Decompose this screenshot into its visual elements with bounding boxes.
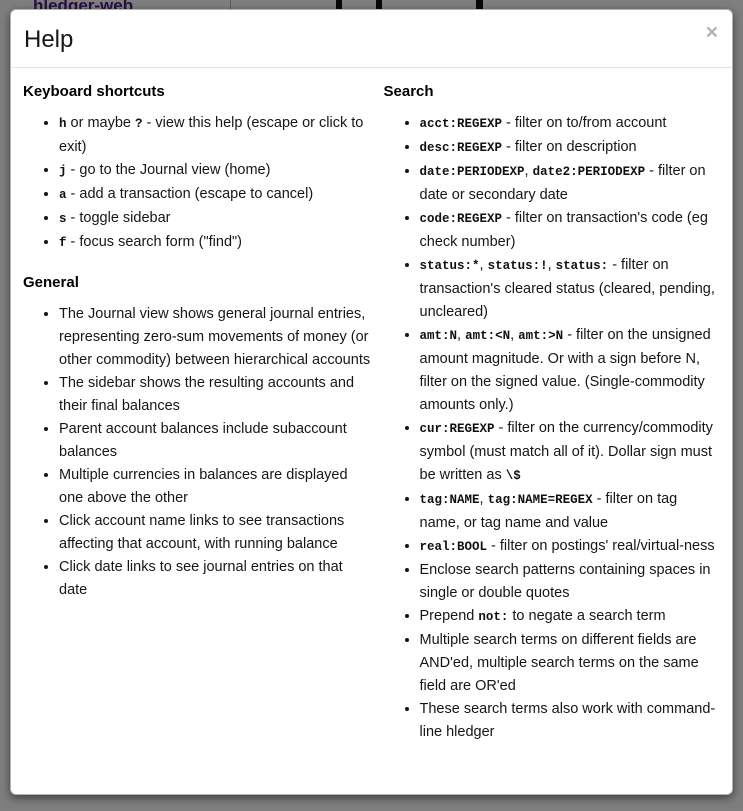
code-term: a: [59, 188, 67, 202]
code-term: s: [59, 212, 67, 226]
help-list: [23, 303, 372, 602]
code-term: \$: [505, 469, 521, 483]
modal-title: Help: [24, 26, 74, 53]
help-list-item: • Multiple search terms on different fields are AND'ed, multiple search terms on the same field are OR'ed: [420, 629, 721, 698]
section-heading: Keyboard shortcuts: [23, 83, 165, 100]
help-modal: [10, 9, 733, 795]
section-heading: General: [23, 274, 79, 291]
right-column: [372, 82, 721, 762]
code-term: date:PERIODEXP: [419, 165, 525, 179]
left-column: [23, 82, 372, 762]
code-term: h: [59, 117, 67, 131]
help-list-item: • amt:N, amt:<N, amt:>N - filter on the unsigned amount magnitude. Or with a sign before N, filter on the signed value. (Single-commodity amounts only.): [420, 324, 721, 417]
section-heading: Search: [383, 83, 434, 100]
help-list-item: • status:*, status:!, status: - filter on transaction's cleared status (cleared, pending, uncleared): [420, 254, 721, 324]
help-list-item: • acct:REGEXP - filter on to/from account: [420, 112, 721, 136]
code-term: amt:<N: [465, 329, 511, 343]
help-list-item: • j - go to the Journal view (home): [59, 159, 372, 183]
help-list-item: • Click account name links to see transactions affecting that account, with running balance: [59, 510, 372, 556]
help-list-item: • f - focus search form ("find"): [59, 231, 372, 255]
code-term: f: [59, 236, 67, 250]
code-term: desc:REGEXP: [419, 141, 503, 155]
help-list-item: • Prepend not: to negate a search term: [420, 605, 721, 629]
help-list: [23, 112, 372, 255]
help-list-item: • The sidebar shows the resulting accounts and their final balances: [59, 372, 372, 418]
help-list-item: • tag:NAME, tag:NAME=REGEX - filter on tag name, or tag name and value: [420, 488, 721, 535]
code-term: tag:NAME: [419, 493, 480, 507]
code-term: status:!: [487, 259, 548, 273]
help-list-item: • The Journal view shows general journal entries, representing zero-sum movements of money (or other commodity) between hierarchical accounts: [59, 303, 372, 372]
code-term: j: [59, 164, 67, 178]
help-list: [384, 112, 721, 744]
code-term: real:BOOL: [419, 540, 488, 554]
modal-header: [11, 10, 732, 68]
close-icon[interactable]: ×: [705, 21, 718, 44]
help-list-item: • Enclose search patterns containing spaces in single or double quotes: [420, 559, 721, 605]
help-list-item: • cur:REGEXP - filter on the currency/commodity symbol (must match all of it). Dollar sign must be written as \$: [420, 417, 721, 488]
help-list-item: • code:REGEXP - filter on transaction's code (eg check number): [420, 207, 721, 254]
code-term: ?: [135, 117, 143, 131]
help-list-item: • Parent account balances include subaccount balances: [59, 418, 372, 464]
help-list-item: • desc:REGEXP - filter on description: [420, 136, 721, 160]
help-list-item: • Click date links to see journal entries on that date: [59, 556, 372, 602]
modal-body: [11, 68, 732, 762]
code-term: tag:NAME=REGEX: [487, 493, 593, 507]
code-term: amt:N: [419, 329, 458, 343]
help-list-item: • These search terms also work with command-line hledger: [420, 698, 721, 744]
help-list-item: • a - add a transaction (escape to cancel): [59, 183, 372, 207]
help-list-item: • h or maybe ? - view this help (escape or click to exit): [59, 112, 372, 159]
code-term: status:: [555, 259, 609, 273]
code-term: status:*: [419, 259, 480, 273]
help-list-item: • Multiple currencies in balances are displayed one above the other: [59, 464, 372, 510]
code-term: date2:PERIODEXP: [532, 165, 646, 179]
code-term: code:REGEXP: [419, 212, 503, 226]
code-term: not:: [478, 610, 509, 624]
code-term: acct:REGEXP: [419, 117, 503, 131]
code-term: cur:REGEXP: [419, 422, 495, 436]
help-list-item: • date:PERIODEXP, date2:PERIODEXP - filter on date or secondary date: [420, 160, 721, 207]
help-list-item: • s - toggle sidebar: [59, 207, 372, 231]
help-list-item: • real:BOOL - filter on postings' real/virtual-ness: [420, 535, 721, 559]
code-term: amt:>N: [518, 329, 564, 343]
